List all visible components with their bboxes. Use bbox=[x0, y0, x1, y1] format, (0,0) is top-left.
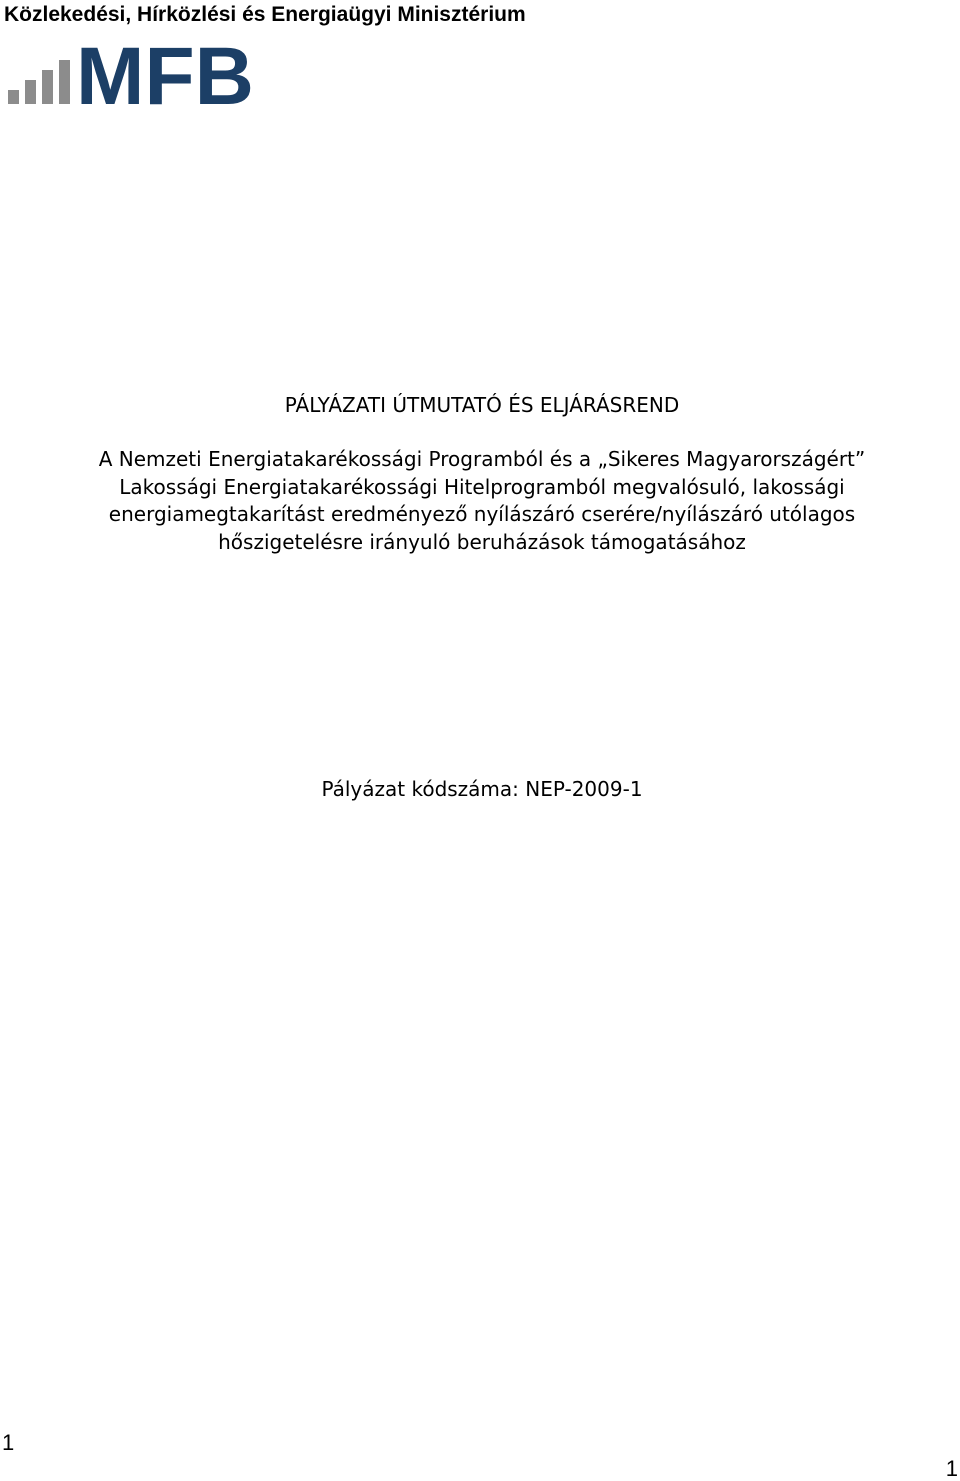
page-number-left: 1 bbox=[2, 1430, 15, 1455]
document-description bbox=[0, 446, 960, 556]
page-number-right: 1 bbox=[945, 1456, 958, 1481]
application-code: Pályázat kódszáma: NEP-2009-1 bbox=[321, 777, 643, 801]
document-title: PÁLYÁZATI ÚTMUTATÓ ÉS ELJÁRÁSREND bbox=[284, 393, 680, 417]
ministry-name: Közlekedési, Hírközlési és Energiaügyi Minisztérium bbox=[4, 3, 526, 26]
logo-text: MFB bbox=[76, 40, 254, 110]
mfb-logo bbox=[8, 40, 258, 110]
description-line: A Nemzeti Energiatakarékossági Programból és a „Sikeres Magyarországért” bbox=[98, 447, 866, 471]
description-line: energiamegtakarítást eredményező nyílászáró cserére/nyílászáró utólagos bbox=[108, 502, 856, 526]
signal-bars-icon bbox=[8, 60, 70, 104]
description-line: hőszigetelésre irányuló beruházások támogatásához bbox=[218, 529, 746, 554]
description-line: Lakossági Energiatakarékossági Hitelprogramból megvalósuló, lakossági bbox=[119, 474, 845, 499]
